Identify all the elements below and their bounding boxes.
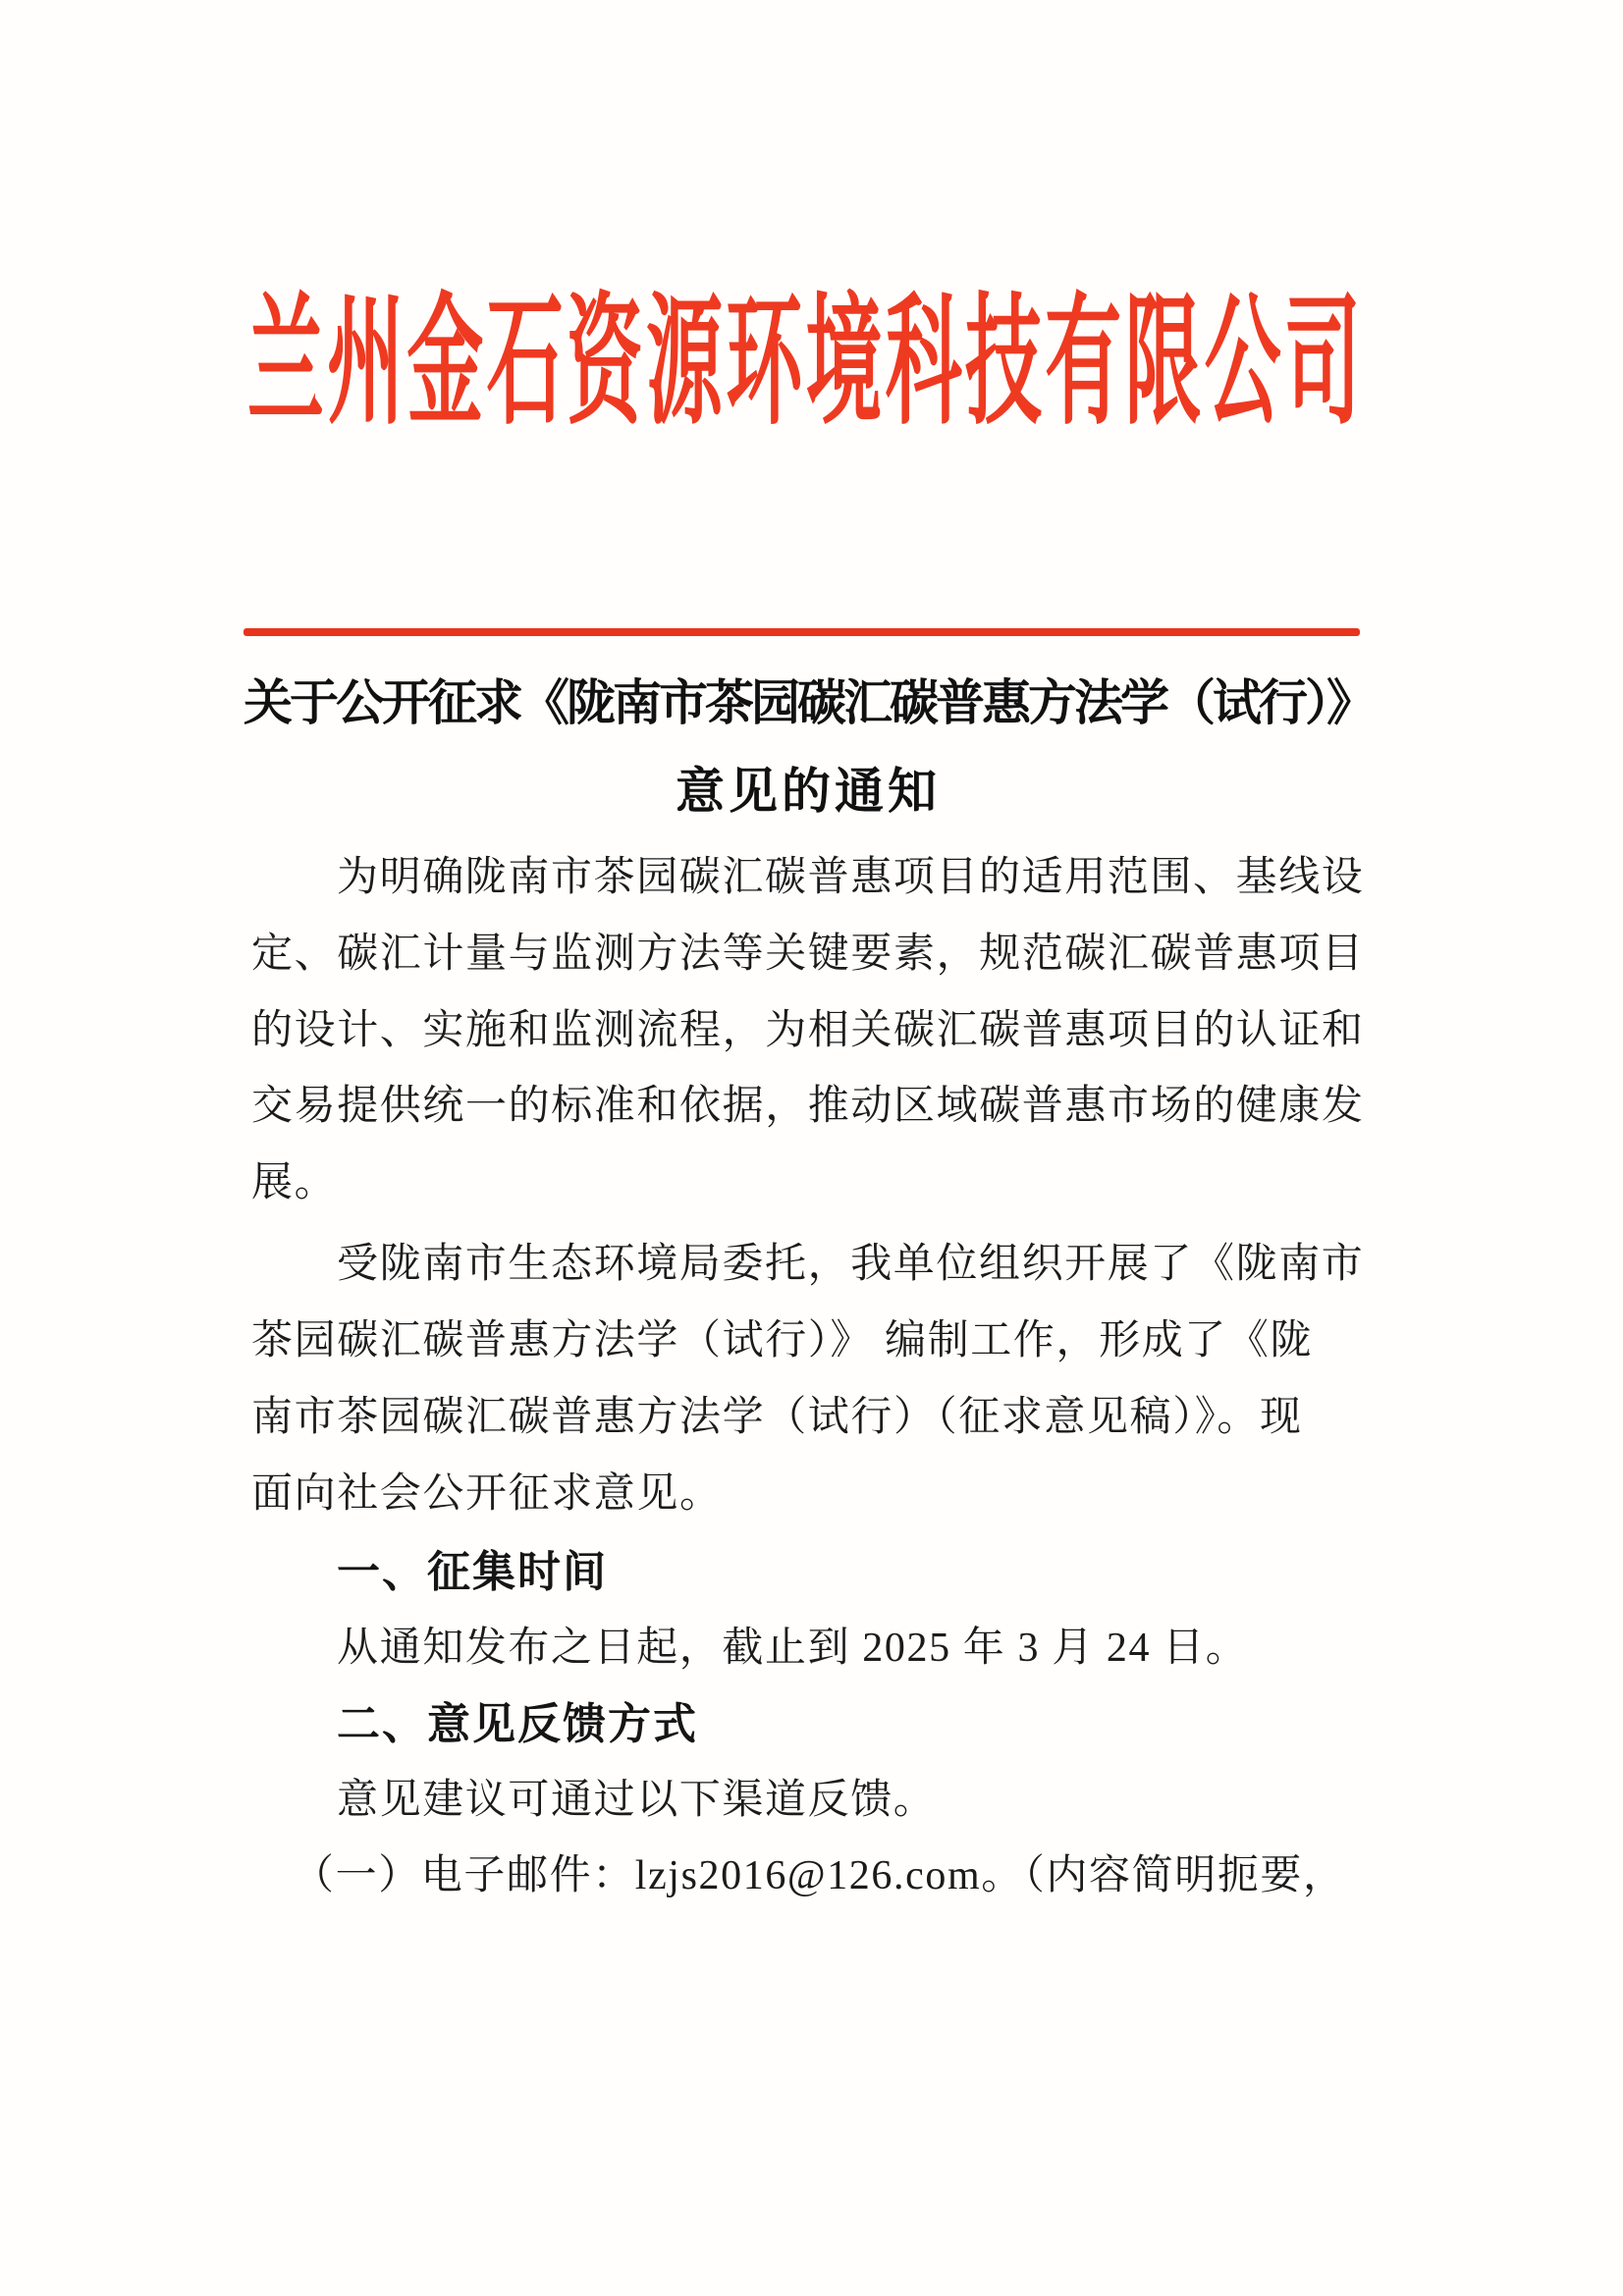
letterhead-character: 限 xyxy=(1124,280,1204,446)
body-line: 茶园碳汇碳普惠方法学（试行）》 编制工作，形成了《陇 xyxy=(251,1318,1314,1363)
letterhead-character: 资 xyxy=(566,280,645,446)
letterhead-character: 技 xyxy=(964,280,1044,446)
body-line: 受陇南市生态环境局委托，我单位组织开展了《陇南市 xyxy=(337,1242,1365,1287)
section-heading: 二、意见反馈方式 xyxy=(337,1700,698,1748)
body-line: 展。 xyxy=(251,1160,338,1205)
letterhead-character: 司 xyxy=(1283,280,1363,446)
letterhead-character: 金 xyxy=(406,280,486,446)
letterhead-character: 有 xyxy=(1045,280,1124,446)
body-line: 的设计、实施和监测流程，为相关碳汇碳普惠项目的认证和 xyxy=(251,1008,1365,1053)
letterhead-character: 科 xyxy=(885,280,964,446)
body-line: （一）电子邮件：lzjs2016@126.com。（内容简明扼要， xyxy=(293,1853,1346,1898)
body-line: 交易提供统一的标准和依据，推动区域碳普惠市场的健康发 xyxy=(251,1084,1365,1129)
body-line: 意见建议可通过以下渠道反馈。 xyxy=(337,1778,937,1823)
letterhead-character: 州 xyxy=(327,280,406,446)
notice-title-line2: 意见的通知 xyxy=(676,764,941,819)
body-line: 南市茶园碳汇碳普惠方法学（试行）（征求意见稿）》。现 xyxy=(251,1395,1303,1440)
notice-title-line1: 关于公开征求《陇南市茶园碳汇碳普惠方法学（试行）》 xyxy=(243,675,1373,730)
letterhead-character: 兰 xyxy=(247,280,327,446)
company-letterhead xyxy=(247,280,1363,446)
letterhead-character: 石 xyxy=(486,280,566,446)
body-line: 为明确陇南市茶园碳汇碳普惠项目的适用范围、基线设 xyxy=(337,855,1365,900)
letterhead-divider-rule xyxy=(243,628,1360,636)
section-heading: 一、征集时间 xyxy=(337,1548,608,1596)
body-line: 定、碳汇计量与监测方法等关键要素，规范碳汇碳普惠项目 xyxy=(251,932,1365,977)
body-line: 从通知发布之日起，截止到 2025 年 3 月 24 日。 xyxy=(337,1626,1249,1671)
letterhead-character: 源 xyxy=(646,280,726,446)
letterhead-character: 境 xyxy=(805,280,885,446)
body-line: 面向社会公开征求意见。 xyxy=(251,1471,723,1517)
letterhead-character: 环 xyxy=(726,280,805,446)
letterhead-character: 公 xyxy=(1204,280,1283,446)
